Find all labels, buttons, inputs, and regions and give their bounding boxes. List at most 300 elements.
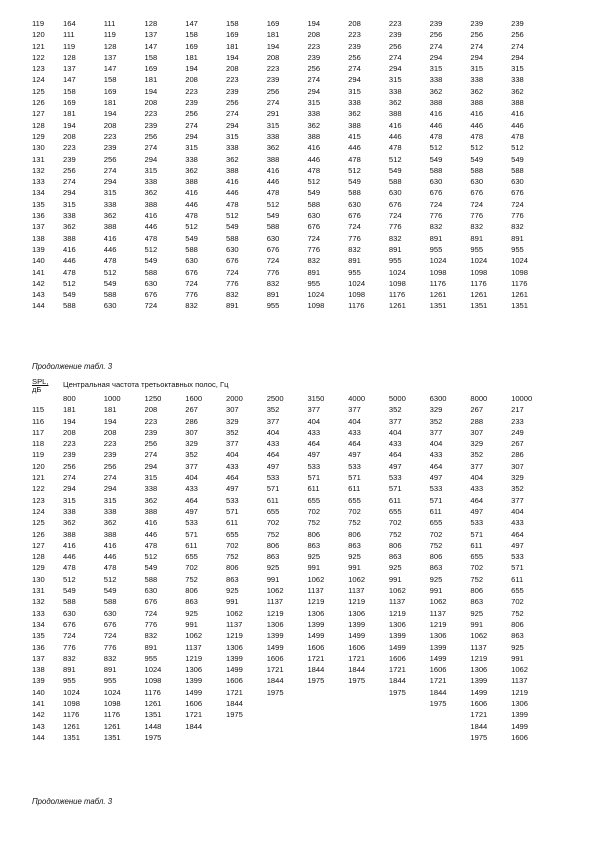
table-row bbox=[32, 244, 552, 255]
value-cell: 377 bbox=[429, 427, 443, 437]
value-cell: 377 bbox=[266, 416, 280, 426]
value-cell: 1062 bbox=[348, 574, 366, 584]
table-row bbox=[32, 698, 552, 709]
value-cell: 464 bbox=[266, 450, 280, 460]
frequency-header-cell: 10000 bbox=[511, 394, 533, 403]
value-cell: 1137 bbox=[266, 597, 284, 607]
spl-level-cell: 117 bbox=[32, 427, 45, 437]
value-cell: 223 bbox=[185, 86, 198, 96]
value-cell: 1261 bbox=[388, 301, 406, 311]
spl-level-cell: 121 bbox=[32, 473, 45, 483]
table-row bbox=[32, 596, 552, 607]
value-cell: 256 bbox=[266, 86, 280, 96]
value-cell: 208 bbox=[144, 405, 158, 415]
spl-level-cell: 135 bbox=[32, 631, 45, 641]
value-cell: 991 bbox=[266, 574, 280, 584]
value-cell: 1306 bbox=[511, 699, 529, 709]
value-cell bbox=[307, 698, 348, 709]
value-cell: 239 bbox=[225, 86, 239, 96]
value-cell: 315 bbox=[511, 64, 524, 74]
value-cell: 1499 bbox=[348, 631, 366, 641]
value-cell: 1399 bbox=[470, 676, 488, 686]
value-cell: 752 bbox=[307, 518, 321, 528]
db-unit-label: дБ bbox=[32, 385, 42, 394]
value-cell: 388 bbox=[63, 233, 76, 243]
value-cell: 1975 bbox=[348, 676, 366, 686]
value-cell: 955 bbox=[470, 244, 484, 254]
value-cell: 512 bbox=[388, 154, 402, 164]
value-cell: 194 bbox=[103, 109, 117, 119]
value-cell bbox=[307, 709, 348, 720]
value-cell: 194 bbox=[63, 416, 76, 426]
value-cell: 239 bbox=[185, 98, 198, 108]
value-cell: 338 bbox=[103, 506, 117, 516]
value-cell: 416 bbox=[63, 244, 76, 254]
row-level-cell: 122 bbox=[32, 52, 45, 62]
value-cell: 239 bbox=[63, 450, 76, 460]
table-row bbox=[32, 86, 552, 97]
value-cell: 274 bbox=[266, 98, 280, 108]
row-level-cell: 137 bbox=[32, 222, 45, 232]
value-cell: 955 bbox=[348, 267, 361, 277]
value-cell: 478 bbox=[388, 143, 402, 153]
value-cell: 1399 bbox=[185, 676, 203, 686]
value-cell: 611 bbox=[388, 495, 402, 505]
value-cell: 274 bbox=[348, 64, 361, 74]
value-cell: 1176 bbox=[103, 710, 121, 720]
value-cell: 588 bbox=[429, 165, 443, 175]
value-cell: 549 bbox=[63, 290, 76, 300]
value-cell: 588 bbox=[63, 597, 76, 607]
value-cell: 549 bbox=[388, 165, 402, 175]
value-cell: 377 bbox=[511, 495, 524, 505]
value-cell: 433 bbox=[307, 427, 321, 437]
value-cell: 446 bbox=[470, 120, 484, 130]
value-cell: 891 bbox=[307, 267, 321, 277]
value-cell: 611 bbox=[266, 495, 279, 505]
spl-level-cell: 132 bbox=[32, 597, 45, 607]
value-cell: 446 bbox=[103, 552, 117, 562]
table-row bbox=[32, 506, 552, 517]
value-cell: 1399 bbox=[429, 642, 447, 652]
row-level-cell: 140 bbox=[32, 256, 45, 266]
value-cell: 1306 bbox=[429, 631, 447, 641]
value-cell: 611 bbox=[307, 484, 320, 494]
value-cell: 147 bbox=[103, 64, 117, 74]
value-cell: 294 bbox=[185, 131, 198, 141]
value-cell: 655 bbox=[307, 495, 321, 505]
table-row bbox=[32, 142, 552, 153]
value-cell bbox=[348, 698, 389, 709]
spl-level-cell: 143 bbox=[32, 721, 45, 731]
value-cell: 752 bbox=[266, 529, 280, 539]
value-cell: 925 bbox=[429, 574, 443, 584]
value-cell: 832 bbox=[185, 301, 198, 311]
value-cell: 497 bbox=[307, 450, 321, 460]
value-cell: 1219 bbox=[307, 597, 325, 607]
value-cell: 362 bbox=[348, 109, 361, 119]
value-cell: 630 bbox=[429, 177, 443, 187]
value-cell: 512 bbox=[103, 574, 117, 584]
value-cell: 512 bbox=[144, 552, 158, 562]
value-cell: 274 bbox=[63, 177, 76, 187]
value-cell: 776 bbox=[348, 233, 361, 243]
value-cell: 1098 bbox=[348, 290, 366, 300]
row-level-cell: 119 bbox=[32, 19, 45, 28]
value-cell: 806 bbox=[388, 540, 402, 550]
value-cell: 194 bbox=[266, 41, 280, 51]
value-cell: 1098 bbox=[307, 301, 325, 311]
table-row bbox=[32, 131, 552, 142]
value-cell: 119 bbox=[63, 41, 76, 51]
value-cell: 464 bbox=[511, 529, 524, 539]
spl-level-cell: 141 bbox=[32, 699, 45, 709]
value-cell: 863 bbox=[429, 563, 443, 573]
value-cell bbox=[267, 709, 308, 720]
value-cell: 891 bbox=[429, 233, 443, 243]
value-cell: 338 bbox=[348, 98, 361, 108]
value-cell: 891 bbox=[225, 301, 239, 311]
value-cell: 294 bbox=[144, 461, 158, 471]
value-cell: 891 bbox=[103, 665, 117, 675]
table-row bbox=[32, 540, 552, 551]
value-cell: 1137 bbox=[348, 586, 365, 596]
value-cell: 588 bbox=[185, 244, 198, 254]
value-cell: 611 bbox=[429, 506, 442, 516]
value-cell: 571 bbox=[388, 484, 402, 494]
value-cell: 991 bbox=[225, 597, 239, 607]
value-cell: 702 bbox=[388, 518, 402, 528]
value-cell: 208 bbox=[307, 30, 321, 40]
value-cell: 1024 bbox=[470, 256, 488, 266]
value-cell: 588 bbox=[144, 267, 158, 277]
table-row bbox=[32, 562, 552, 573]
value-cell: 991 bbox=[429, 586, 443, 596]
value-cell: 307 bbox=[511, 461, 524, 471]
row-level-cell: 143 bbox=[32, 290, 45, 300]
value-cell: 1137 bbox=[511, 676, 528, 686]
value-cell: 416 bbox=[103, 540, 117, 550]
value-cell: 1399 bbox=[388, 631, 406, 641]
value-cell: 388 bbox=[225, 165, 239, 175]
value-cell: 352 bbox=[511, 484, 524, 494]
value-cell: 1261 bbox=[103, 721, 121, 731]
value-cell: 1024 bbox=[307, 290, 325, 300]
value-cell: 776 bbox=[225, 278, 239, 288]
table-row bbox=[32, 495, 552, 506]
value-cell: 478 bbox=[225, 199, 239, 209]
value-cell: 549 bbox=[103, 586, 117, 596]
value-cell: 1499 bbox=[429, 653, 447, 663]
value-cell: 724 bbox=[185, 278, 198, 288]
value-cell bbox=[348, 687, 389, 698]
value-cell: 991 bbox=[511, 653, 524, 663]
value-cell: 549 bbox=[185, 233, 198, 243]
value-cell: 1219 bbox=[225, 631, 243, 641]
value-cell: 655 bbox=[470, 552, 484, 562]
value-cell: 588 bbox=[307, 199, 321, 209]
value-cell: 776 bbox=[307, 244, 321, 254]
value-cell: 588 bbox=[144, 574, 158, 584]
value-cell: 274 bbox=[103, 473, 117, 483]
value-cell: 478 bbox=[348, 154, 361, 164]
value-cell bbox=[389, 721, 430, 732]
header-spacer bbox=[32, 393, 63, 404]
value-cell: 294 bbox=[511, 52, 524, 62]
row-level-cell: 144 bbox=[32, 301, 45, 311]
value-cell: 1844 bbox=[225, 699, 243, 709]
row-level-cell: 136 bbox=[32, 211, 45, 221]
value-cell: 676 bbox=[348, 211, 361, 221]
value-cell: 676 bbox=[63, 619, 76, 629]
value-cell: 404 bbox=[429, 439, 443, 449]
frequency-header-cell: 5000 bbox=[388, 394, 406, 403]
value-cell: 1024 bbox=[511, 256, 529, 266]
value-cell: 256 bbox=[348, 52, 361, 62]
value-cell: 181 bbox=[266, 30, 280, 40]
value-cell: 1975 bbox=[388, 687, 406, 697]
table-row bbox=[32, 438, 552, 449]
value-cell: 446 bbox=[429, 120, 443, 130]
value-cell: 164 bbox=[63, 19, 76, 28]
value-cell: 194 bbox=[63, 120, 76, 130]
spl-level-cell: 138 bbox=[32, 665, 45, 675]
value-cell: 446 bbox=[348, 143, 361, 153]
value-cell: 404 bbox=[225, 450, 239, 460]
value-cell: 1261 bbox=[511, 290, 529, 300]
value-cell: 404 bbox=[266, 427, 280, 437]
value-cell: 1844 bbox=[348, 665, 366, 675]
spl-level-cell: 129 bbox=[32, 563, 45, 573]
value-cell: 315 bbox=[144, 473, 158, 483]
value-cell: 1499 bbox=[225, 665, 243, 675]
value-cell: 776 bbox=[470, 211, 484, 221]
table-row bbox=[32, 585, 552, 596]
value-cell: 676 bbox=[103, 619, 117, 629]
value-cell: 1024 bbox=[429, 256, 447, 266]
value-cell: 806 bbox=[225, 563, 239, 573]
value-cell: 571 bbox=[185, 529, 198, 539]
value-cell: 315 bbox=[185, 143, 198, 153]
value-cell: 274 bbox=[225, 109, 239, 119]
value-cell: 239 bbox=[103, 450, 117, 460]
frequency-header-cell: 1600 bbox=[185, 394, 203, 403]
value-cell: 925 bbox=[470, 608, 484, 618]
table-row bbox=[32, 221, 552, 232]
value-cell: 497 bbox=[470, 506, 484, 516]
value-cell: 1261 bbox=[63, 721, 80, 731]
value-cell: 416 bbox=[144, 518, 158, 528]
value-cell: 377 bbox=[185, 461, 198, 471]
value-cell: 533 bbox=[307, 461, 321, 471]
value-cell: 239 bbox=[103, 143, 117, 153]
value-cell: 223 bbox=[388, 19, 402, 28]
value-cell: 676 bbox=[429, 188, 443, 198]
value-cell: 249 bbox=[511, 427, 524, 437]
value-cell: 158 bbox=[185, 30, 198, 40]
value-cell: 863 bbox=[348, 540, 361, 550]
value-cell: 416 bbox=[388, 120, 402, 130]
value-cell: 256 bbox=[144, 439, 158, 449]
value-cell: 1219 bbox=[470, 653, 488, 663]
value-cell: 806 bbox=[185, 586, 198, 596]
value-cell: 256 bbox=[429, 30, 443, 40]
value-cell: 1306 bbox=[225, 642, 243, 652]
row-level-cell: 130 bbox=[32, 143, 45, 153]
value-cell: 588 bbox=[470, 165, 484, 175]
value-cell: 111 bbox=[103, 19, 116, 28]
value-cell: 208 bbox=[266, 52, 280, 62]
value-cell: 1137 bbox=[225, 619, 243, 629]
spl-level-cell: 122 bbox=[32, 484, 45, 494]
value-cell: 702 bbox=[429, 529, 443, 539]
value-cell: 832 bbox=[511, 222, 524, 232]
value-cell: 1306 bbox=[307, 608, 325, 618]
value-cell: 464 bbox=[225, 473, 239, 483]
value-cell: 239 bbox=[63, 154, 76, 164]
value-cell: 181 bbox=[103, 98, 117, 108]
value-cell: 955 bbox=[307, 278, 321, 288]
value-cell: 464 bbox=[429, 461, 443, 471]
value-cell: 416 bbox=[225, 177, 239, 187]
value-cell: 1606 bbox=[511, 732, 529, 742]
value-cell: 1176 bbox=[388, 290, 406, 300]
value-cell: 533 bbox=[185, 518, 198, 528]
value-cell: 497 bbox=[429, 473, 443, 483]
value-cell: 1721 bbox=[348, 653, 366, 663]
value-cell: 571 bbox=[470, 529, 484, 539]
value-cell: 955 bbox=[511, 244, 524, 254]
value-cell: 1176 bbox=[144, 687, 161, 697]
value-cell: 239 bbox=[144, 427, 158, 437]
value-cell: 1098 bbox=[103, 699, 121, 709]
value-cell: 315 bbox=[429, 64, 443, 74]
value-cell: 388 bbox=[144, 199, 158, 209]
value-cell: 1844 bbox=[388, 676, 406, 686]
table-row bbox=[32, 165, 552, 176]
value-cell: 352 bbox=[429, 416, 443, 426]
value-cell: 315 bbox=[388, 75, 402, 85]
value-cell: 223 bbox=[144, 416, 158, 426]
table-row bbox=[32, 187, 552, 198]
value-cell: 223 bbox=[266, 64, 280, 74]
value-cell: 549 bbox=[266, 211, 280, 221]
value-cell: 1137 bbox=[388, 597, 406, 607]
table-row bbox=[32, 619, 552, 630]
table-row bbox=[32, 300, 552, 311]
value-cell: 925 bbox=[225, 586, 239, 596]
value-cell: 1606 bbox=[266, 653, 284, 663]
value-cell: 571 bbox=[348, 473, 361, 483]
value-cell: 991 bbox=[470, 619, 484, 629]
value-cell: 433 bbox=[429, 450, 443, 460]
value-cell: 286 bbox=[185, 416, 198, 426]
value-cell: 329 bbox=[185, 439, 198, 449]
table-row bbox=[32, 551, 552, 562]
value-cell: 1137 bbox=[185, 642, 202, 652]
value-cell: 724 bbox=[429, 199, 443, 209]
value-cell: 1306 bbox=[470, 665, 488, 675]
value-cell: 223 bbox=[348, 30, 361, 40]
value-cell: 1844 bbox=[266, 676, 284, 686]
table-row bbox=[32, 653, 552, 664]
value-cell: 446 bbox=[511, 120, 524, 130]
value-cell: 512 bbox=[63, 574, 76, 584]
value-cell: 446 bbox=[144, 529, 158, 539]
value-cell: 415 bbox=[348, 131, 361, 141]
value-cell: 512 bbox=[225, 211, 239, 221]
value-cell: 256 bbox=[63, 461, 76, 471]
row-level-cell: 125 bbox=[32, 86, 45, 96]
value-cell: 549 bbox=[225, 222, 239, 232]
value-cell: 433 bbox=[348, 427, 361, 437]
value-cell: 388 bbox=[103, 529, 117, 539]
value-cell: 991 bbox=[185, 619, 198, 629]
table-row bbox=[32, 709, 552, 720]
value-cell: 533 bbox=[511, 552, 524, 562]
value-cell: 388 bbox=[266, 154, 280, 164]
frequency-header-title: Центральная частота третьоктавных полос, Гц bbox=[63, 380, 229, 389]
table-continuation-upper bbox=[32, 18, 552, 312]
table-row bbox=[32, 52, 552, 63]
value-cell: 955 bbox=[103, 676, 117, 686]
value-cell: 464 bbox=[185, 495, 198, 505]
value-cell: 362 bbox=[470, 86, 484, 96]
value-cell: 478 bbox=[185, 211, 198, 221]
value-cell: 128 bbox=[103, 41, 117, 51]
row-level-cell: 121 bbox=[32, 41, 45, 51]
value-cell: 863 bbox=[470, 597, 484, 607]
value-cell: 256 bbox=[307, 64, 321, 74]
table-row bbox=[32, 404, 552, 415]
value-cell: 991 bbox=[348, 563, 361, 573]
value-cell: 588 bbox=[225, 233, 239, 243]
value-cell: 147 bbox=[63, 75, 76, 85]
value-cell: 352 bbox=[266, 405, 280, 415]
spl-level-cell: 126 bbox=[32, 529, 45, 539]
value-cell: 1024 bbox=[144, 665, 162, 675]
value-cell: 1351 bbox=[511, 301, 529, 311]
value-cell: 362 bbox=[266, 143, 280, 153]
value-cell: 1399 bbox=[307, 619, 325, 629]
frequency-header-cell: 2500 bbox=[266, 394, 284, 403]
value-cell: 208 bbox=[225, 64, 239, 74]
value-cell: 315 bbox=[144, 165, 158, 175]
table-row bbox=[32, 483, 552, 494]
value-cell: 863 bbox=[185, 597, 198, 607]
value-cell: 478 bbox=[266, 188, 280, 198]
value-cell: 891 bbox=[388, 244, 402, 254]
value-cell: 1351 bbox=[63, 732, 80, 742]
value-cell: 1261 bbox=[144, 699, 162, 709]
value-cell: 1137 bbox=[307, 586, 324, 596]
value-cell: 512 bbox=[103, 267, 117, 277]
value-cell: 891 bbox=[63, 665, 76, 675]
value-cell: 362 bbox=[103, 518, 117, 528]
frequency-header-cell: 1000 bbox=[103, 394, 121, 403]
value-cell: 1975 bbox=[307, 676, 325, 686]
value-cell: 776 bbox=[185, 290, 198, 300]
value-cell: 294 bbox=[63, 484, 76, 494]
value-cell bbox=[348, 732, 389, 743]
value-cell: 194 bbox=[225, 52, 239, 62]
table-row bbox=[32, 461, 552, 472]
value-cell: 128 bbox=[144, 19, 158, 28]
value-cell: 128 bbox=[63, 52, 76, 62]
value-cell: 1306 bbox=[388, 619, 406, 629]
table-row bbox=[32, 255, 552, 266]
row-level-cell: 126 bbox=[32, 98, 45, 108]
